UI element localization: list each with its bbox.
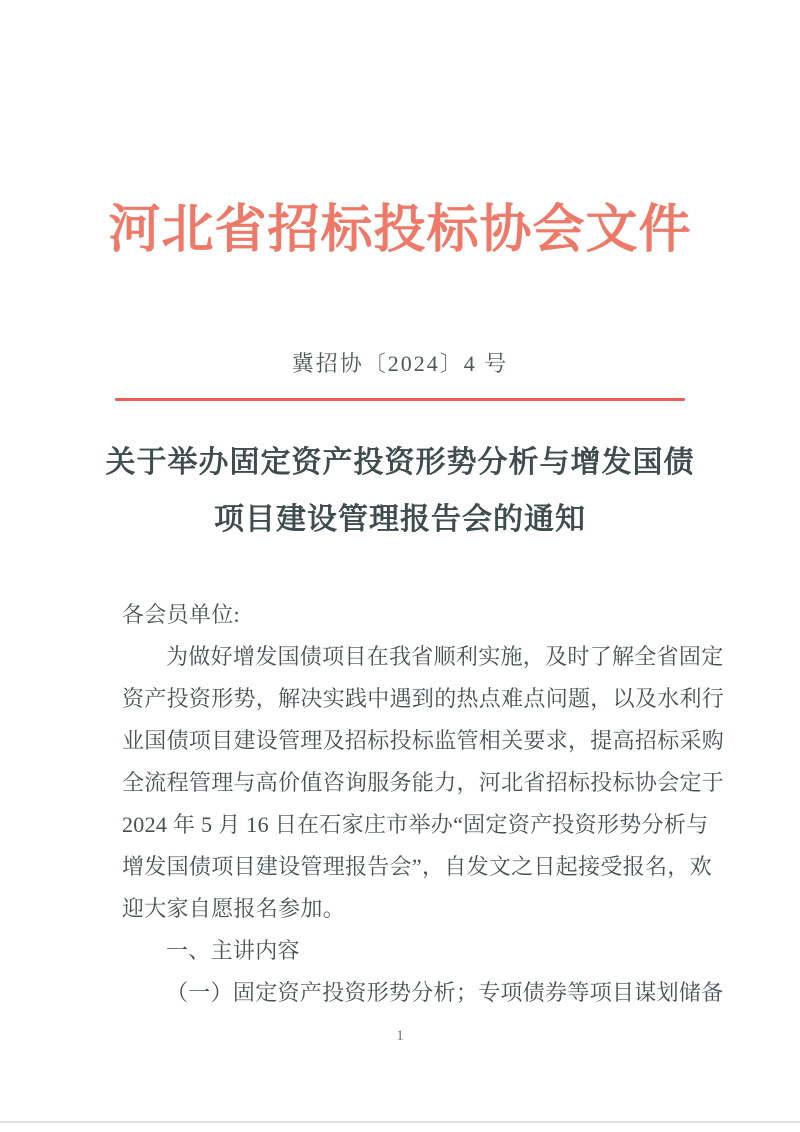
doc-number: 冀招协〔2024〕4 号: [291, 351, 509, 376]
doc-title-line-2: 项目建设管理报告会的通知: [214, 503, 586, 536]
page-number: 1: [396, 1028, 404, 1044]
salutation: 各会员单位:: [122, 602, 240, 627]
body-line: 为做好增发国债项目在我省顺利实施，及时了解全省固定: [166, 644, 724, 669]
doc-title-line-1: 关于举办固定资产投资形势分析与增发国债: [105, 446, 695, 479]
doc-body: [122, 594, 725, 1014]
body-line: 增发国债项目建设管理报告会”，自发文之日起接受报名，欢: [122, 854, 712, 879]
body-line: 资产投资形势，解决实践中遇到的热点难点问题，以及水利行: [122, 686, 725, 711]
body-line: 业国债项目建设管理及招标投标监管相关要求，提高招标采购: [122, 728, 725, 753]
section-heading: 一、主讲内容: [166, 938, 300, 963]
scan-edge-line: [0, 1121, 800, 1123]
body-line: 全流程管理与高价值咨询服务能力，河北省招标投标协会定于: [122, 770, 725, 795]
body-line: 2024 年 5 月 16 日在石家庄市举办“固定资产投资形势分析与: [122, 812, 709, 837]
body-line: 迎大家自愿报名参加。: [122, 896, 346, 921]
section-item: （一）固定资产投资形势分析；专项债券等项目谋划储备: [166, 980, 724, 1005]
org-header-title: 河北省招标投标协会文件: [108, 202, 692, 259]
doc-title: [0, 434, 800, 548]
red-divider-rule: [115, 398, 685, 401]
